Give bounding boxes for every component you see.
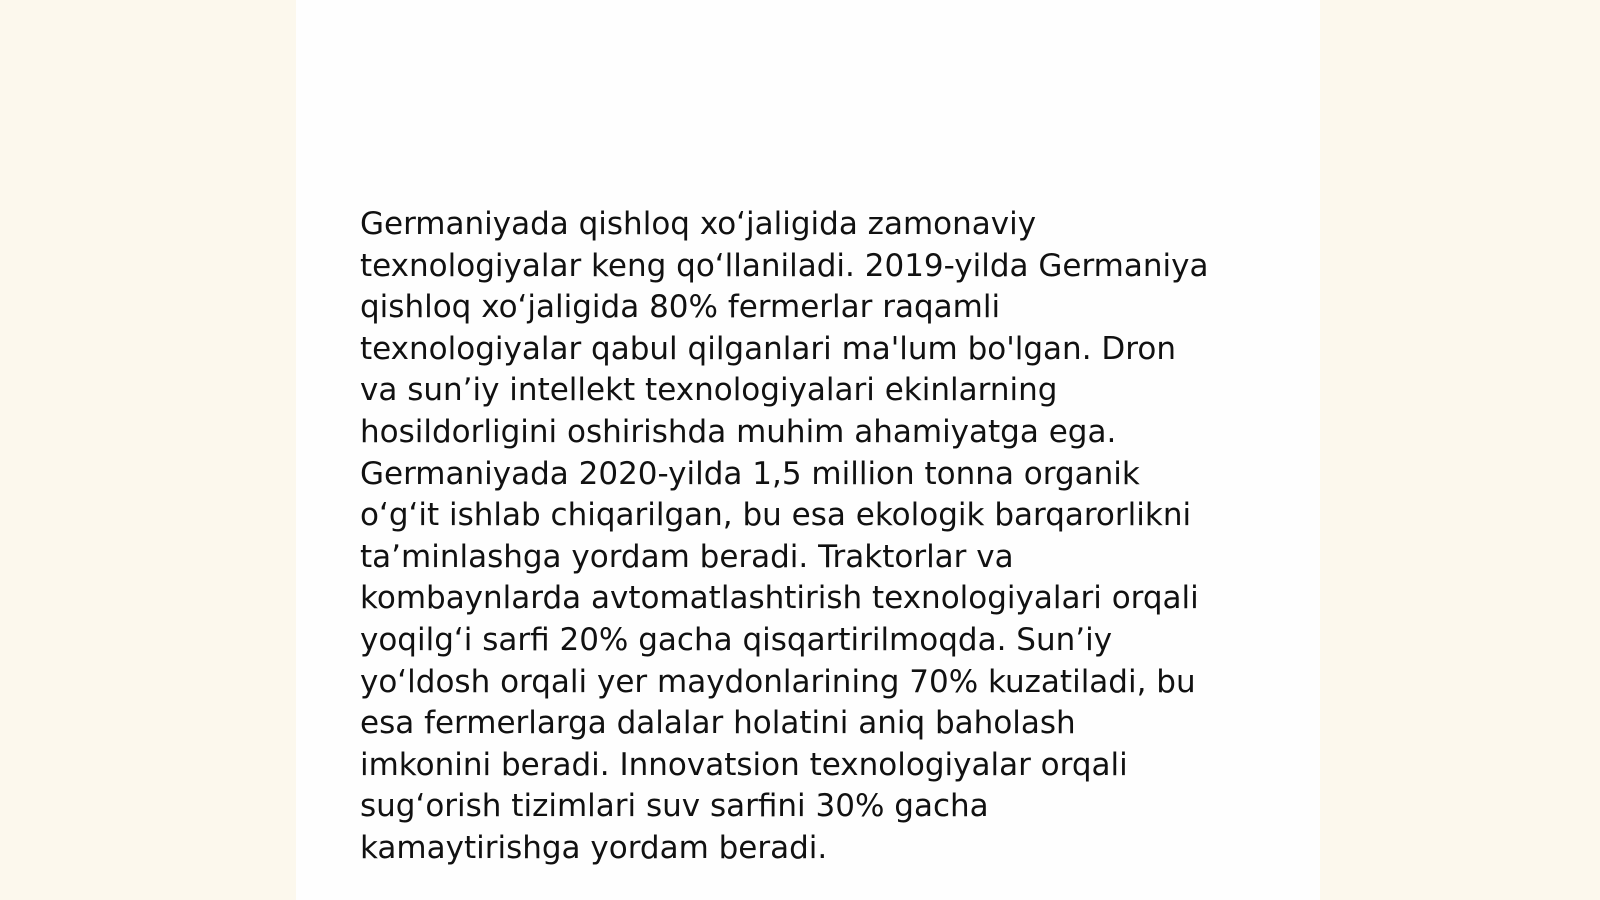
document-page [296,0,1320,900]
body-paragraph: Germaniyada qishloq xo‘jaligida zamonaviy texnologiyalar keng qo‘llaniladi. 2019-yilda Germaniya qishloq xo‘jaligida 80% fermerlar raqamli texnologiyalar qabul qilganlari ma'lum bo'lgan. Dron va sun’iy intellekt texnologiyalari ekinlarning hosildorligini oshirishda muhim ahamiyatga ega. Germaniyada 2020-yilda 1,5 million tonna organik o‘g‘it ishlab chiqarilgan, bu esa ekologik barqarorlikni ta’minlashga yordam beradi. Traktorlar va kombaynlarda avtomatlashtirish texnologiyalari orqali yoqilg‘i sarfi 20% gacha qisqartirilmoqda. Sun’iy yo‘ldosh orqali yer maydonlarining 70% kuzatiladi, bu esa fermerlarga dalalar holatini aniq baholash imkonini beradi. Innovatsion texnologiyalar orqali sug‘orish tizimlari suv sarfini 30% gacha kamaytirishga yordam beradi. [360,206,1209,866]
